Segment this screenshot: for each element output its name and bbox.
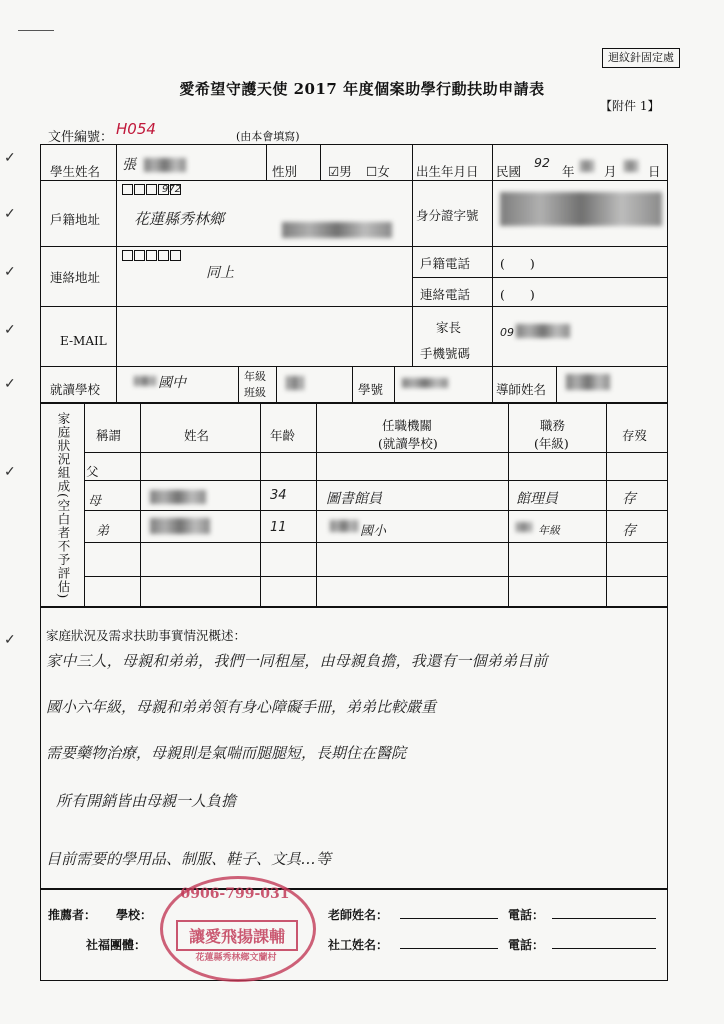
teacher-name-field-label: 老師姓名： <box>328 908 389 922</box>
grade-label: 年級 <box>244 370 266 383</box>
welfare-group-label: 社福團體： <box>86 938 147 952</box>
redaction <box>150 518 210 534</box>
family-row-org: 國小 <box>360 524 387 539</box>
redaction <box>150 490 206 504</box>
form-title: 愛希望守護天使 2017 年度個案助學行動扶助申請表 <box>179 80 545 98</box>
gender-female-checkbox[interactable]: ☐女 <box>366 164 390 179</box>
teacher-name-label: 導師姓名 <box>496 382 547 397</box>
gender-male-checkbox[interactable]: ☑男 <box>328 164 352 179</box>
contact-address-label: 連絡地址 <box>50 270 101 285</box>
family-row-age: 11 <box>270 520 287 535</box>
redaction <box>282 222 392 238</box>
doc-number-label: 文件編號： <box>48 130 114 145</box>
checkmark-icon: ✓ <box>4 150 16 166</box>
family-header-org: 任職機關 <box>382 418 433 433</box>
school-label: 就讀學校 <box>50 382 101 397</box>
student-name-value: 張 <box>122 157 136 173</box>
summary-line: 所有開銷皆由母親一人負擔 <box>56 792 237 810</box>
redaction <box>566 374 610 390</box>
paperclip-area-label: 迴紋針固定處 <box>602 48 680 68</box>
year-label: 年 <box>562 164 575 179</box>
parent-phone-value: 09 <box>500 326 514 339</box>
social-worker-label: 社工姓名： <box>328 938 389 952</box>
family-header-name: 姓名 <box>184 428 210 443</box>
family-row-job: 年級 <box>538 524 560 537</box>
family-section-label: 家庭狀況組成(空白者不予評估) <box>56 412 71 600</box>
class-label: 班級 <box>244 386 266 399</box>
family-row-job: 館理員 <box>516 491 558 507</box>
family-header-relation: 稱謂 <box>96 428 122 443</box>
checkmark-icon: ✓ <box>4 264 16 280</box>
household-address-value: 花蓮縣秀林鄉 <box>134 210 225 228</box>
redaction <box>516 522 532 532</box>
checkmark-icon: ✓ <box>4 376 16 392</box>
recommender-label: 推薦者： <box>48 908 97 922</box>
family-row-status: 存 <box>622 523 636 539</box>
recommender-school-label: 學校： <box>116 908 153 922</box>
family-row-relation: 母 <box>88 494 102 509</box>
phone-label-1: 電話： <box>508 908 545 922</box>
checkmark-icon: ✓ <box>4 322 16 338</box>
phone-label-2: 電話： <box>508 938 545 952</box>
checkmark-icon: ✓ <box>4 206 16 222</box>
id-number-label: 身分證字號 <box>416 208 479 223</box>
email-label: E-MAIL <box>60 334 107 348</box>
household-phone-value: ( ) <box>500 256 535 271</box>
redaction <box>134 376 156 386</box>
redaction <box>624 160 638 172</box>
redaction <box>286 376 304 390</box>
household-address-label: 戶籍地址 <box>50 212 101 227</box>
summary-line: 家中三人，母親和弟弟，我們一同租屋，由母親負擔，我還有一個弟弟目前 <box>46 652 548 670</box>
contact-phone-value: ( ) <box>500 287 535 302</box>
family-row-status: 存 <box>622 491 636 507</box>
redaction <box>144 158 186 172</box>
household-phone-label: 戶籍電話 <box>420 256 471 271</box>
family-header-age: 年齡 <box>270 428 296 443</box>
contact-address-value: 同上 <box>206 265 234 281</box>
doc-number-note: (由本會填寫) <box>236 130 300 143</box>
family-header-job-sub: (年級) <box>534 436 569 451</box>
roc-label: 民國 <box>496 164 522 179</box>
student-number-label: 學號 <box>358 382 384 397</box>
school-value: 國中 <box>158 375 186 391</box>
top-mark <box>18 30 54 31</box>
family-row-relation: 父 <box>86 464 99 479</box>
day-label: 日 <box>648 164 661 179</box>
redaction <box>330 520 358 532</box>
doc-number-value: H054 <box>116 120 156 138</box>
redaction <box>580 160 594 172</box>
birth-year-value: 92 <box>534 155 550 170</box>
family-row-age: 34 <box>270 488 287 503</box>
seal-address: 花蓮縣秀林鄉文蘭村 <box>195 953 277 963</box>
household-zip-value: 972 <box>162 184 182 195</box>
summary-label: 家庭狀況及需求扶助事實情況概述： <box>46 628 247 643</box>
redaction <box>500 192 662 226</box>
student-name-label: 學生姓名 <box>50 164 101 179</box>
redaction <box>516 324 570 338</box>
family-header-org-sub: (就讀學校) <box>378 436 438 451</box>
parent-phone-label-2: 手機號碼 <box>420 346 471 361</box>
parent-phone-label-1: 家長 <box>436 320 462 335</box>
family-header-status: 存歿 <box>622 428 648 443</box>
summary-line: 目前需要的學用品、制服、鞋子、文具…等 <box>46 850 332 868</box>
checkmark-icon: ✓ <box>4 632 16 648</box>
seal-name: 讓愛飛揚課輔 <box>176 920 298 951</box>
summary-line: 國小六年級，母親和弟弟領有身心障礙手冊，弟弟比較嚴重 <box>46 698 437 716</box>
summary-line: 需要藥物治療，母親則是氣喘而腿腿短，長期住在醫院 <box>46 744 407 762</box>
seal-phone: 0906-799-031 <box>180 886 290 902</box>
attachment-label: 【附件 1】 <box>600 99 660 113</box>
month-label: 月 <box>604 164 617 179</box>
checkmark-icon: ✓ <box>4 464 16 480</box>
family-header-job: 職務 <box>540 418 566 433</box>
gender-label: 性別 <box>272 164 298 179</box>
contact-zip-boxes <box>122 250 182 261</box>
birth-date-label: 出生年月日 <box>416 164 479 179</box>
family-row-relation: 弟 <box>96 524 110 539</box>
redaction <box>402 378 448 388</box>
contact-phone-label: 連絡電話 <box>420 287 471 302</box>
family-row-org: 圖書館員 <box>326 491 382 507</box>
